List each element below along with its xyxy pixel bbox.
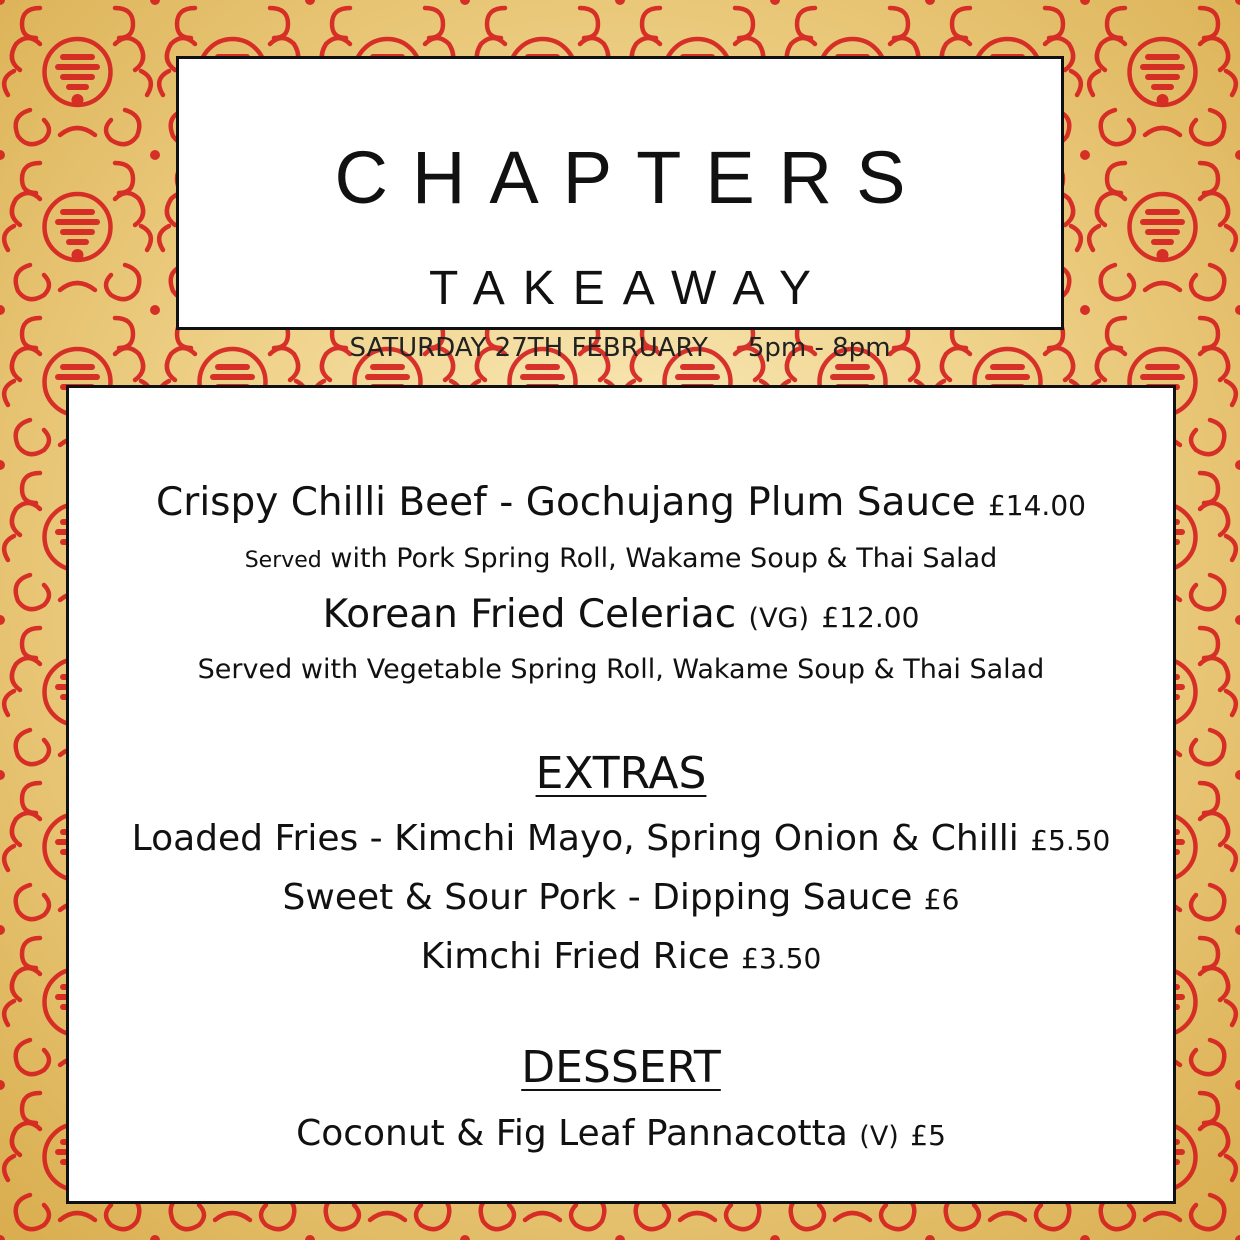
item-name: Loaded Fries - Kimchi Mayo, Spring Onion & Chilli xyxy=(131,818,1019,859)
extras-item xyxy=(69,936,1173,977)
menu-item xyxy=(69,592,1173,637)
served-details: with Vegetable Spring Roll, Wakame Soup & Thai Salad xyxy=(300,654,1045,685)
served-prefix: Served xyxy=(244,548,322,573)
item-price: £14.00 xyxy=(987,489,1086,522)
item-name: Korean Fried Celeriac xyxy=(322,592,737,637)
item-price: £5.50 xyxy=(1030,824,1111,857)
extras-heading: EXTRAS xyxy=(535,748,707,799)
event-date: SATURDAY 27TH FEBRUARY xyxy=(349,333,708,363)
item-name: Crispy Chilli Beef - Gochujang Plum Sauce xyxy=(156,480,976,525)
takeaway-subtitle: TAKEAWAY xyxy=(428,262,830,315)
item-price: £12.00 xyxy=(821,601,920,634)
item-price: £3.50 xyxy=(741,942,822,975)
header-card xyxy=(176,56,1064,363)
served-prefix: Served xyxy=(197,654,293,685)
dessert-heading: DESSERT xyxy=(521,1042,721,1093)
item-name: Sweet & Sour Pork - Dipping Sauce xyxy=(282,877,913,918)
item-name: Kimchi Fried Rice xyxy=(420,936,730,977)
dessert-item xyxy=(69,1113,1173,1154)
diet-tag: (V) xyxy=(859,1121,899,1152)
item-name: Coconut & Fig Leaf Pannacotta xyxy=(296,1113,848,1154)
item-description xyxy=(69,545,1173,572)
menu-card xyxy=(66,385,1176,1204)
item-price: £6 xyxy=(923,883,960,916)
item-price: £5 xyxy=(910,1119,946,1152)
diet-tag: (VG) xyxy=(748,603,810,634)
restaurant-title: CHAPTERS xyxy=(334,136,930,219)
extras-item xyxy=(69,818,1173,859)
event-time: 5pm - 8pm xyxy=(747,333,891,363)
menu-item xyxy=(69,480,1173,525)
item-description xyxy=(69,656,1173,683)
served-details: with Pork Spring Roll, Wakame Soup & Thai Salad xyxy=(330,543,998,574)
date-time-line xyxy=(179,335,1061,361)
extras-item xyxy=(69,877,1173,918)
